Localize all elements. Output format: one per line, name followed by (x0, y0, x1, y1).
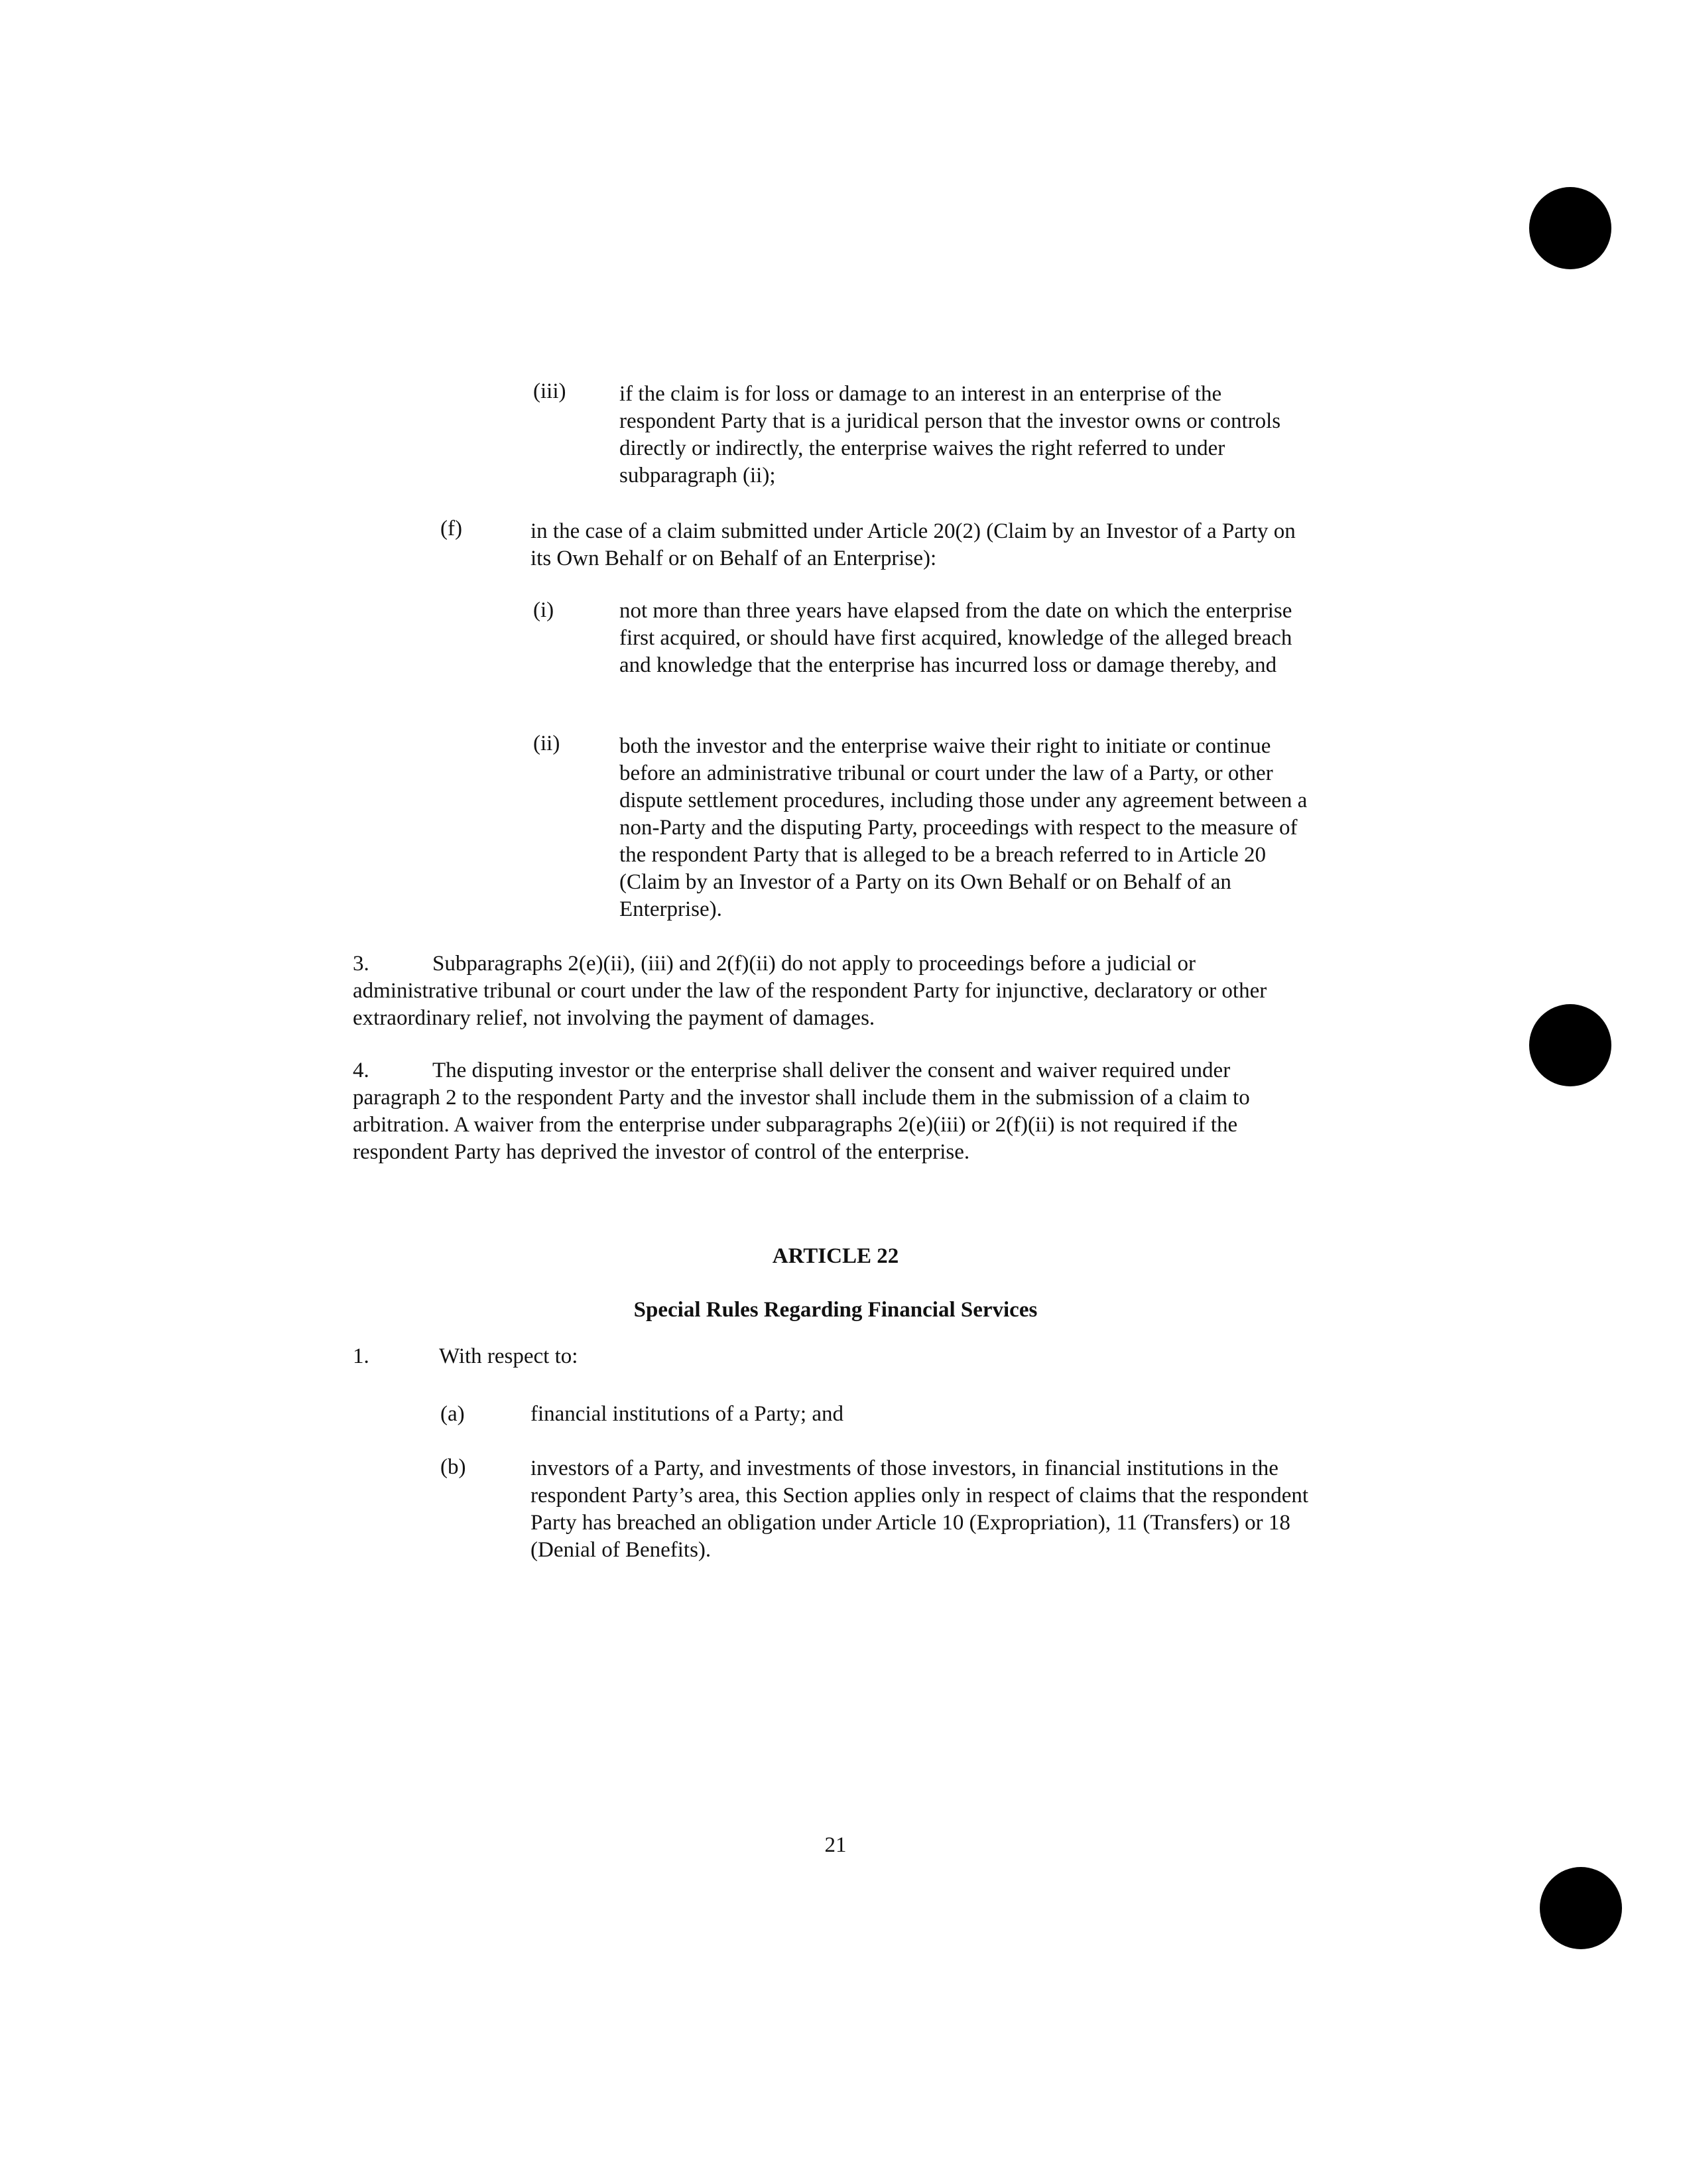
subparagraph-label-b: (b) (440, 1455, 466, 1479)
subparagraph-label-f-ii: (ii) (533, 732, 560, 755)
subparagraph-text-f: in the case of a claim submitted under Article 20(2) (Claim by an Investor of a Party on its Own Behalf or on Behalf of an Enterprise): (530, 519, 1296, 570)
paragraph-number-4: 4. (353, 1059, 369, 1082)
punch-hole-mark (1529, 1004, 1611, 1086)
paragraph-text-1: With respect to: (439, 1344, 578, 1368)
subparagraph-text-b: investors of a Party, and investments of those investors, in financial institutions in the respondent Party’s area, this Section applies only in respect of claims that the respondent Party has breached an obligation under Article 10 (Expropriation), 11 (Transfers) or 18 (Denial of Benefits). (530, 1456, 1309, 1562)
punch-hole-mark (1540, 1867, 1622, 1949)
subparagraph-label-a: (a) (440, 1402, 465, 1426)
subparagraph-text-f-i: not more than three years have elapsed from the date on which the enterprise first acquired, or should have first acquired, knowledge of the alleged breach and knowledge that the enterprise has incurred loss or damage thereby, and (619, 599, 1292, 677)
subparagraph-label-e-iii: (iii) (533, 379, 566, 403)
subparagraph-label-f-i: (i) (533, 598, 554, 622)
subparagraph-text-f-ii: both the investor and the enterprise waive their right to initiate or continue before an administrative tribunal or court under the law of a Party, or other dispute settlement procedures, including those under any agreement between a non-Party and the disputing Party, proceedings with respect to the measure of the respondent Party that is alleged to be a breach referred to in Article 20 (Claim by an Investor of a Party on its Own Behalf or on Behalf of an Enterprise). (619, 734, 1308, 921)
subparagraph-label-f: (f) (440, 517, 462, 541)
paragraph-number-3: 3. (353, 952, 369, 976)
subparagraph-text-e-iii: if the claim is for loss or damage to an interest in an enterprise of the respondent Party that is a juridical person that the investor owns or controls directly or indirectly, the enterprise waives the right referred to under subparagraph (ii); (619, 382, 1281, 487)
punch-hole-mark (1529, 187, 1611, 269)
page-number: 21 (824, 1833, 847, 1857)
paragraph-number-1: 1. (353, 1344, 369, 1368)
paragraph-text-4: The disputing investor or the enterprise shall deliver the consent and waiver required under paragraph 2 to the respondent Party and the investor shall include them in the submission of a claim to arbitration. A waiver from the enterprise under subparagraphs 2(e)(iii) or 2(f)(ii) is not required if the respondent Party has deprived the investor of control of the enterprise. (353, 1059, 1250, 1164)
article-title: Special Rules Regarding Financial Services (633, 1298, 1038, 1322)
article-heading: ARTICLE 22 (772, 1244, 899, 1268)
paragraph-text-3: Subparagraphs 2(e)(ii), (iii) and 2(f)(ii) do not apply to proceedings before a judicial or administrative tribunal or court under the law of the respondent Party for injunctive, declaratory or other extraordinary relief, not involving the payment of damages. (353, 952, 1267, 1030)
subparagraph-text-a: financial institutions of a Party; and (530, 1402, 843, 1426)
